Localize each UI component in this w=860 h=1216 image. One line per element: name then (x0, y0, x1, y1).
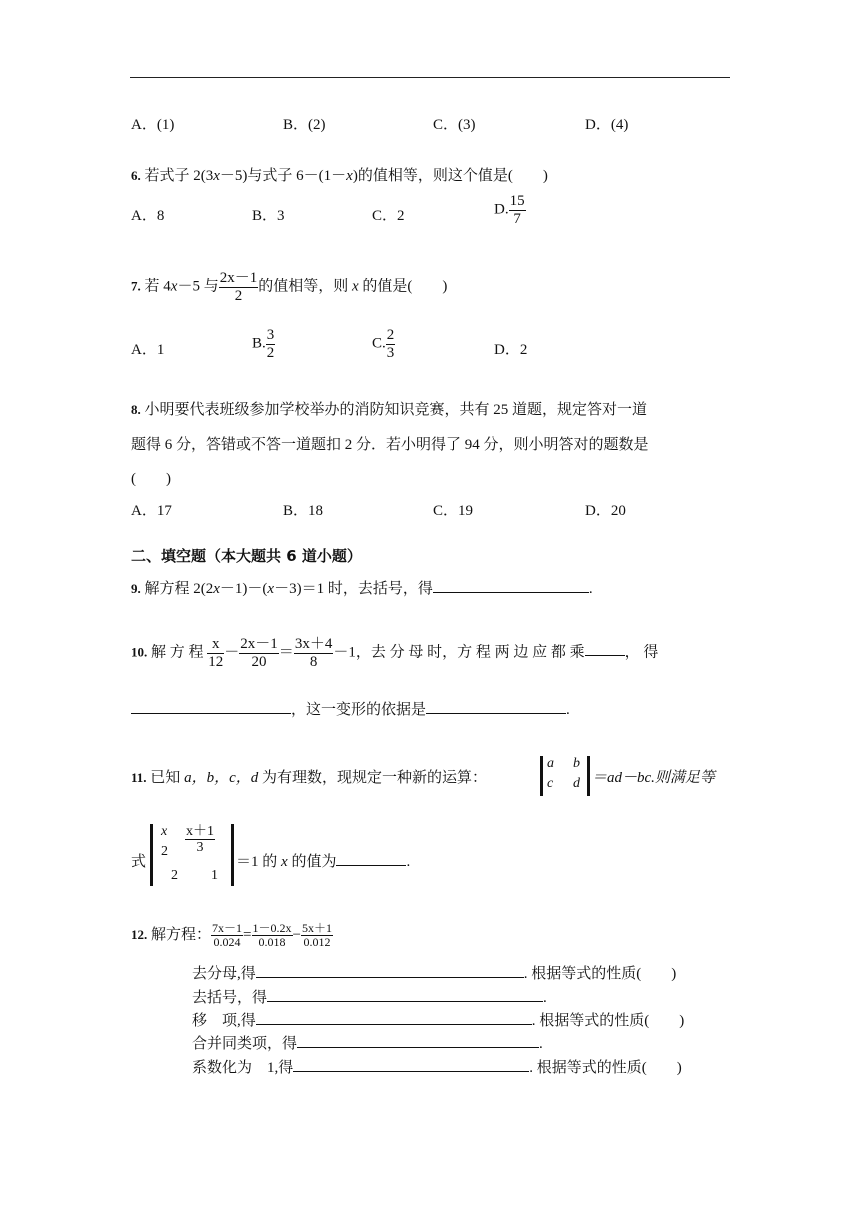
q8-option-a: A．17 (131, 503, 172, 519)
step-tail: . 根据等式的性质( ) (529, 1060, 682, 1076)
answer-blank[interactable] (585, 654, 625, 656)
det-cell-a: x (161, 824, 168, 839)
fraction-denominator: 0.012 (303, 935, 331, 950)
q6-option-d (494, 193, 526, 227)
fraction-denominator: 2 (234, 287, 243, 304)
det-cell-b-fraction (185, 824, 215, 856)
q7-option-a: A．1 (131, 342, 165, 358)
answer-blank[interactable] (131, 712, 291, 714)
q7-option-b (252, 327, 275, 361)
q10-text-pre: 解 方 程 (151, 644, 204, 661)
answer-blank[interactable] (293, 1070, 529, 1072)
q11-line2-dot: . (406, 854, 411, 870)
fraction-numerator: x＋1 (186, 824, 214, 839)
q5-option-d: D．(4) (585, 117, 629, 133)
answer-blank[interactable] (267, 1000, 543, 1002)
fraction-denominator: 7 (513, 210, 521, 227)
fraction-denominator: 3 (386, 344, 395, 361)
fraction-numerator: 5x＋1 (301, 921, 332, 935)
answer-blank[interactable] (297, 1046, 539, 1048)
q9-text-end: . (588, 581, 593, 597)
q8-line2: 题得 6 分，答错或不答一道题扣 2 分．若小明得了 94 分，则小明答对的题数是 (131, 437, 649, 453)
q7-option-b-prefix: B. (252, 335, 266, 352)
q11-line2 (236, 850, 410, 871)
step-label: 去分母,得 (192, 966, 256, 982)
q7-option-c (372, 327, 395, 361)
q7-var-x: x (170, 278, 178, 295)
q11-line2-pre: 式 (131, 854, 147, 870)
q10-text-mid: －1，去 分 母 时，方 程 两 边 应 都 乘 (333, 644, 585, 661)
q8-option-c: C．19 (433, 503, 474, 519)
q11-text-mid: 为有理数，现规定一种新的运算： (258, 770, 487, 786)
det-cell-c: 2 (171, 868, 178, 883)
answer-blank[interactable] (433, 591, 589, 593)
answer-blank[interactable] (256, 1023, 532, 1025)
det-cell-extra: 2 (161, 844, 168, 859)
step-tail: . 根据等式的性质( ) (531, 1013, 685, 1029)
q12-step-5 (192, 1056, 682, 1077)
fraction-numerator: 2x－1 (240, 636, 278, 652)
det-cell-d: 1 (211, 868, 218, 883)
q8-line1: 小明要代表班级参加学校举办的消防知识竞赛，共有 25 道题，规定答对一道 (144, 402, 648, 418)
question-number: 9. (131, 581, 141, 596)
step-label: 移 项,得 (192, 1013, 256, 1029)
q7-fraction (219, 270, 259, 304)
question-number: 10. (131, 644, 148, 660)
q8-option-d: D．20 (585, 503, 626, 519)
q10-line2-mid: ，这一变形的依据是 (291, 702, 427, 718)
q7-text-pre: 若 4 (144, 278, 171, 295)
fraction-numerator: 2x－1 (219, 270, 258, 286)
q5-option-c: C．(3) (433, 117, 476, 133)
question-number: 12. (131, 927, 148, 943)
q12-text-pre: 解方程： (151, 927, 212, 944)
det-cell-d: d (573, 776, 580, 791)
question-9 (131, 577, 593, 598)
q7-option-c-prefix: C. (372, 335, 386, 352)
answer-blank[interactable] (256, 976, 524, 978)
q6-var-x2: x (346, 168, 353, 184)
q9-text-mid2: －3)＝1 时，去括号，得 (274, 581, 433, 597)
q11-line2-end: 的值为 (287, 854, 337, 870)
question-11 (131, 766, 487, 787)
answer-blank[interactable] (426, 712, 566, 714)
q7-text-mid: －5 与 (177, 278, 219, 295)
question-7 (131, 270, 447, 304)
q7-option-c-fraction (386, 327, 396, 361)
det-cell-a: a (547, 756, 554, 771)
fraction-numerator: 1－0.2x (252, 921, 292, 935)
q5-option-a: A．(1) (131, 117, 175, 133)
step-label: 去括号，得 (192, 990, 268, 1006)
q6-var-x: x (213, 168, 220, 184)
section-title: 二、填空题（本大题共 6 道小题） (131, 547, 362, 565)
q5-option-b: B．(2) (283, 117, 326, 133)
step-label: 合并同类项，得 (192, 1036, 298, 1052)
q6-text-pre: 若式子 2(3 (144, 168, 214, 184)
q12-fraction-1 (211, 922, 243, 949)
header-rule (130, 77, 730, 78)
question-number: 8. (131, 402, 141, 417)
q12-fraction-3 (301, 922, 333, 949)
fraction-numerator: x (207, 636, 224, 654)
q12-fraction-2 (252, 922, 293, 949)
fraction-denominator: 20 (251, 653, 267, 670)
q10-fraction-3 (294, 636, 334, 670)
q7-option-b-fraction (266, 327, 276, 361)
q12-step-1 (192, 962, 676, 983)
question-12: 12. 解方程： $\frac{7x-1}{0.024}$ = $\frac{1-0.2x}{0.018}$ − $\frac{5x+1}{0.012}$ (131, 921, 332, 950)
q11-text-pre: 已知 (150, 770, 185, 786)
q6-option-c: C．2 (372, 208, 405, 224)
fraction-denominator: 3 (196, 840, 204, 856)
q11-text-post: ＝ad－bc.则满足等 (592, 770, 715, 786)
fraction-numerator: 2 (386, 327, 395, 343)
q10-line2-end: . (566, 702, 570, 718)
determinant-1 (540, 756, 590, 796)
fraction-denominator: 8 (309, 653, 318, 670)
det-cell-b: b (573, 756, 580, 771)
question-number: 6. (131, 168, 141, 183)
answer-blank[interactable] (336, 864, 406, 866)
q6-text-mid: －5)与式子 6－(1－ (219, 168, 347, 184)
q11-line2-post: ＝1 的 (236, 854, 282, 870)
q8-line3: ( ) (131, 471, 171, 487)
q10-line2 (131, 698, 570, 719)
q11-line2-x: x (281, 854, 288, 870)
det-cell-c: c (547, 776, 554, 791)
q6-option-a: A．8 (131, 208, 165, 224)
fraction-numerator: 3 (266, 327, 275, 343)
q6-option-d-fraction (509, 193, 526, 227)
q10-fraction-2 (239, 636, 279, 670)
q8-option-b: B．18 (283, 503, 324, 519)
q12-step-4 (192, 1032, 543, 1053)
q9-var-x: x (213, 581, 220, 597)
q9-text-mid: －1)－( (219, 581, 268, 597)
q11-vars: a，b，c，d (184, 770, 259, 786)
q12-step-2 (192, 986, 547, 1007)
question-10: 10. 解 方 程 $\frac{x}{12}$ － $\frac{2x-1}{20}$ ＝ $\frac{3x+4}{8}$ －1，去 分 母 时，方 程 两 边 应 都 乘 ， 得 (131, 636, 659, 670)
fraction-denominator: 0.024 (213, 935, 241, 950)
fraction-denominator: 2 (266, 344, 275, 361)
fraction-numerator: 3x＋4 (294, 636, 333, 652)
q9-var-x2: x (267, 581, 275, 597)
fraction-numerator: 7x－1 (212, 921, 243, 935)
question-8 (131, 398, 647, 419)
question-number: 11. (131, 770, 147, 785)
q10-fraction-1 (207, 636, 224, 670)
q10-text-post: ， 得 (624, 644, 659, 661)
fraction-numerator: 15 (509, 193, 525, 209)
fraction-denominator: 12 (208, 653, 224, 670)
q12-step-3 (192, 1009, 684, 1030)
q7-option-d: D．2 (494, 342, 528, 358)
fraction-denominator: 0.018 (258, 935, 286, 950)
question-6 (131, 164, 548, 185)
q7-var-x2: x (351, 278, 359, 295)
step-tail: . (543, 990, 547, 1006)
q9-text-pre: 解方程 2(2 (144, 581, 214, 597)
determinant-2 (150, 824, 234, 886)
question-number: 7. (131, 278, 141, 294)
step-tail: . (539, 1036, 543, 1052)
q6-option-b: B．3 (252, 208, 285, 224)
q6-option-d-prefix: D. (494, 201, 509, 218)
q7-text-post2: 的值是( ) (358, 278, 448, 295)
step-tail: . 根据等式的性质( ) (523, 966, 677, 982)
q7-text-post: 的值相等，则 (258, 278, 352, 295)
q6-text-post: )的值相等，则这个值是( ) (352, 168, 548, 184)
step-label: 系数化为 1,得 (192, 1060, 294, 1076)
